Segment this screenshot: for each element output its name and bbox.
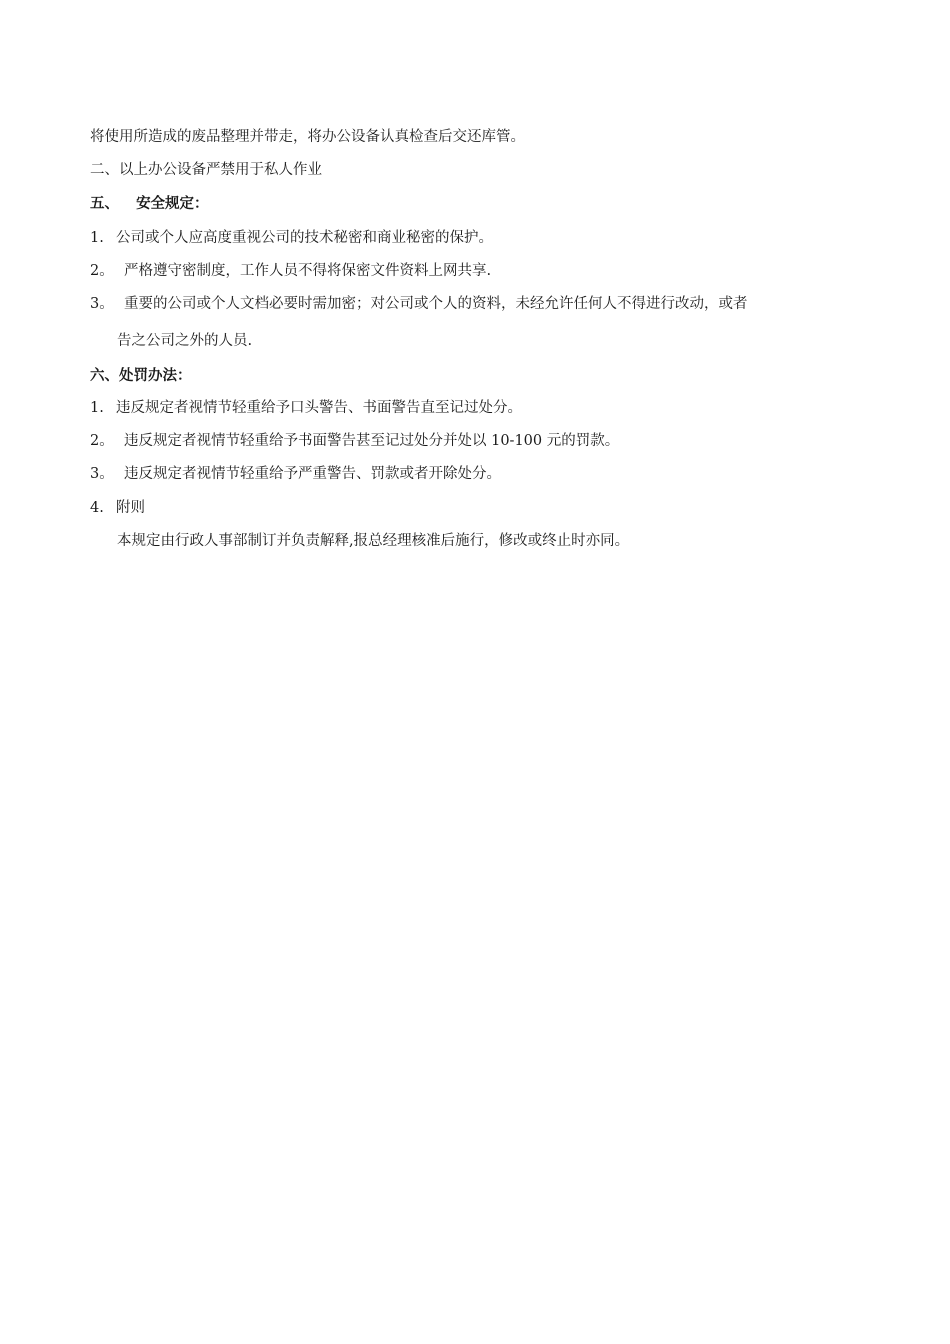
list-item-text: 重要的公司或个人文档必要时需加密；对公司或个人的资料，未经允许任何人不得进行改动，或者 [124, 296, 748, 312]
list-item [90, 464, 501, 484]
section-heading-penalties: 六、处罚办法： [90, 368, 192, 384]
list-item-number: 2。 [90, 433, 114, 449]
paragraph-line: 将使用所造成的废品整理并带走，将办公设备认真检查后交还库管。 [90, 129, 525, 145]
list-item-text: 严格遵守密制度，工作人员不得将保密文件资料上网共享. [124, 263, 492, 279]
list-item-text: 公司或个人应高度重视公司的技术秘密和商业秘密的保护。 [116, 230, 493, 246]
section-number: 五、 [90, 196, 119, 212]
list-item-number: 3。 [90, 466, 114, 482]
list-item-continuation: 告之公司之外的人员. [117, 333, 253, 349]
section-heading-safety [90, 194, 209, 214]
list-item [90, 261, 491, 281]
list-item [90, 228, 493, 248]
list-item-text: 违反规定者视情节轻重给予口头警告、书面警告直至记过处分。 [116, 400, 522, 416]
list-item [90, 398, 522, 418]
list-item-number: 1. [90, 230, 104, 246]
list-item [90, 294, 748, 314]
list-item-number: 2。 [90, 263, 114, 279]
closing-paragraph: 本规定由行政人事部制订并负责解释,报总经理核准后施行，修改或终止时亦同。 [117, 533, 630, 549]
list-item-text: 附则 [116, 500, 145, 516]
list-item-number: 3。 [90, 296, 114, 312]
list-item-number: 1. [90, 400, 104, 416]
list-item-text: 违反规定者视情节轻重给予严重警告、罚款或者开除处分。 [124, 466, 501, 482]
list-item-number: 4. [90, 500, 104, 516]
paragraph-line: 二、以上办公设备严禁用于私人作业 [90, 162, 322, 178]
list-item-text: 违反规定者视情节轻重给予书面警告甚至记过处分并处以 10-100 元的罚款。 [124, 433, 620, 449]
list-item [90, 498, 145, 518]
list-item [90, 431, 619, 451]
section-title: 安全规定： [136, 196, 209, 212]
